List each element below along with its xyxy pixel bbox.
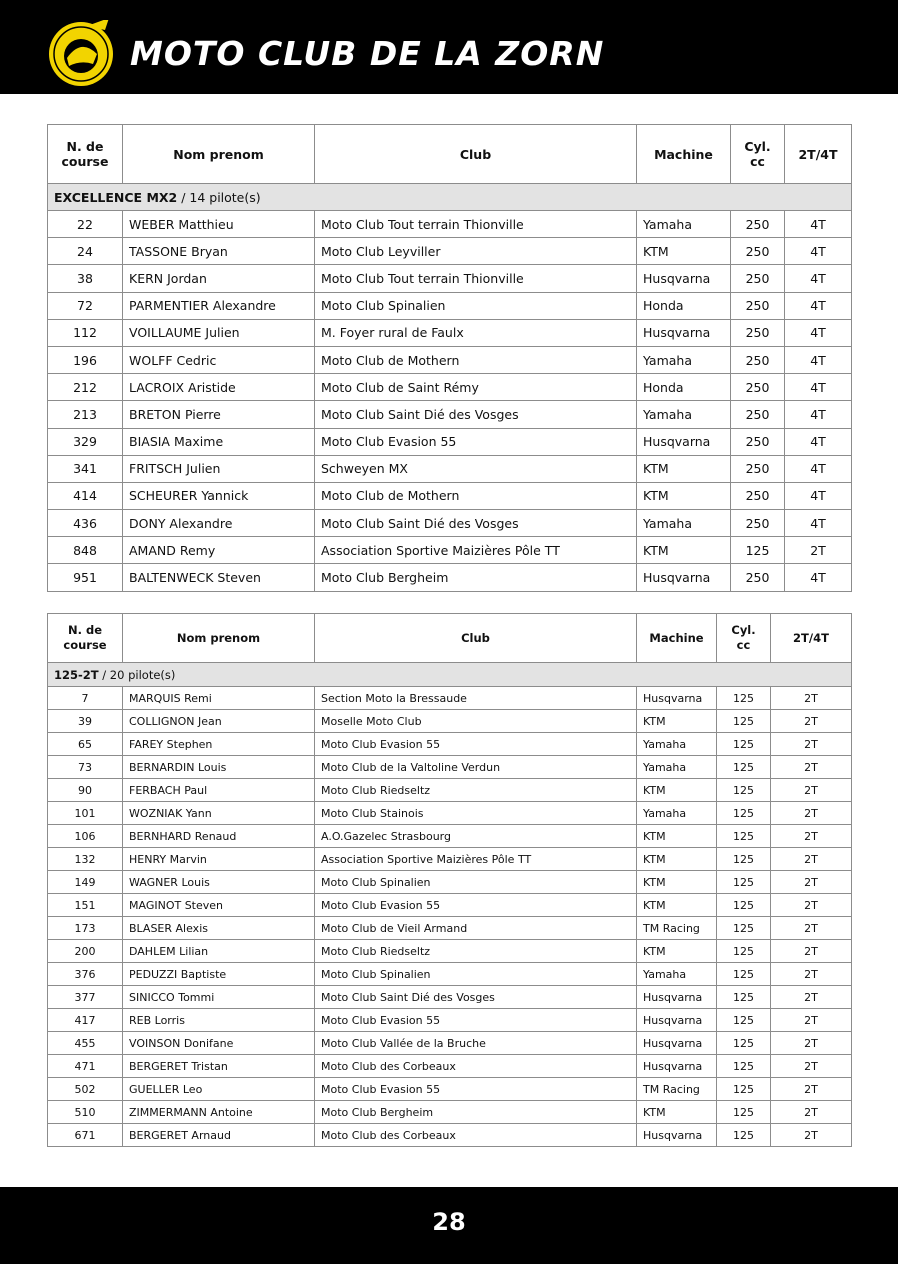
machine-cell: KTM xyxy=(637,482,731,509)
stroke-type-cell: 2T xyxy=(771,940,852,963)
race-number-cell: 173 xyxy=(48,917,123,940)
club-name-cell: Moto Club Spinalien xyxy=(315,292,637,319)
displacement-cell: 250 xyxy=(731,319,785,346)
stroke-type-cell: 2T xyxy=(771,894,852,917)
machine-cell: Honda xyxy=(637,374,731,401)
machine-cell: Yamaha xyxy=(637,756,717,779)
displacement-cell: 250 xyxy=(731,346,785,373)
table-row xyxy=(48,211,852,238)
table-row xyxy=(48,265,852,292)
club-name-cell: Association Sportive Maizières Pôle TT xyxy=(315,848,637,871)
displacement-cell: 125 xyxy=(717,802,771,825)
machine-cell: Husqvarna xyxy=(637,564,731,591)
displacement-cell: 125 xyxy=(717,940,771,963)
rider-name-cell: BALTENWECK Steven xyxy=(123,564,315,591)
race-number-cell: 72 xyxy=(48,292,123,319)
col-header-name: Nom prenom xyxy=(123,614,315,663)
col-header-cyl: Cyl. cc xyxy=(731,125,785,184)
stroke-type-cell: 4T xyxy=(785,292,852,319)
machine-cell: Yamaha xyxy=(637,963,717,986)
race-number-cell: 376 xyxy=(48,963,123,986)
displacement-cell: 250 xyxy=(731,428,785,455)
stroke-type-cell: 2T xyxy=(771,963,852,986)
table-row xyxy=(48,346,852,373)
table-header-row xyxy=(48,614,852,663)
category-count: / 14 pilote(s) xyxy=(177,189,261,205)
rider-name-cell: BIASIA Maxime xyxy=(123,428,315,455)
race-number-cell: 455 xyxy=(48,1032,123,1055)
club-name-cell: Moto Club Evasion 55 xyxy=(315,894,637,917)
rider-name-cell: VOINSON Donifane xyxy=(123,1032,315,1055)
table-row xyxy=(48,238,852,265)
rider-name-cell: PEDUZZI Baptiste xyxy=(123,963,315,986)
race-number-cell: 671 xyxy=(48,1124,123,1147)
stroke-type-cell: 4T xyxy=(785,346,852,373)
stroke-type-cell: 4T xyxy=(785,401,852,428)
club-name-cell: Moto Club Bergheim xyxy=(315,1101,637,1124)
club-name-cell: Moto Club Evasion 55 xyxy=(315,1078,637,1101)
displacement-cell: 125 xyxy=(717,756,771,779)
rider-name-cell: WAGNER Louis xyxy=(123,871,315,894)
displacement-cell: 125 xyxy=(717,1055,771,1078)
rider-name-cell: ZIMMERMANN Antoine xyxy=(123,1101,315,1124)
club-name-cell: Schweyen MX xyxy=(315,455,637,482)
stroke-type-cell: 2T xyxy=(771,779,852,802)
club-name-cell: Association Sportive Maizières Pôle TT xyxy=(315,537,637,564)
table-row xyxy=(48,1078,852,1101)
machine-cell: Husqvarna xyxy=(637,265,731,292)
col-header-stroke: 2T/4T xyxy=(771,614,852,663)
club-name-cell: Moto Club Evasion 55 xyxy=(315,428,637,455)
race-number-cell: 149 xyxy=(48,871,123,894)
displacement-cell: 125 xyxy=(717,917,771,940)
club-name-cell: Moto Club Vallée de la Bruche xyxy=(315,1032,637,1055)
machine-cell: Yamaha xyxy=(637,510,731,537)
displacement-cell: 125 xyxy=(717,1032,771,1055)
displacement-cell: 125 xyxy=(717,1078,771,1101)
club-name-cell: Moto Club Stainois xyxy=(315,802,637,825)
table-row xyxy=(48,374,852,401)
col-header-machine: Machine xyxy=(637,125,731,184)
race-number-cell: 151 xyxy=(48,894,123,917)
stroke-type-cell: 4T xyxy=(785,428,852,455)
club-name-cell: Moto Club de Mothern xyxy=(315,482,637,509)
race-number-cell: 112 xyxy=(48,319,123,346)
machine-cell: TM Racing xyxy=(637,1078,717,1101)
club-name-cell: Moto Club de Mothern xyxy=(315,346,637,373)
race-number-cell: 471 xyxy=(48,1055,123,1078)
category-name: 125-2T xyxy=(54,667,99,682)
displacement-cell: 250 xyxy=(731,510,785,537)
table-row xyxy=(48,825,852,848)
table-row xyxy=(48,1124,852,1147)
col-header-num: N. de course xyxy=(48,125,123,184)
table-row xyxy=(48,401,852,428)
table-row xyxy=(48,871,852,894)
stroke-type-cell: 2T xyxy=(771,1032,852,1055)
displacement-cell: 125 xyxy=(717,1124,771,1147)
race-number-cell: 38 xyxy=(48,265,123,292)
race-number-cell: 212 xyxy=(48,374,123,401)
stroke-type-cell: 4T xyxy=(785,482,852,509)
table-row xyxy=(48,482,852,509)
stroke-type-cell: 2T xyxy=(771,1101,852,1124)
race-number-cell: 73 xyxy=(48,756,123,779)
machine-cell: KTM xyxy=(637,848,717,871)
page-title: MOTO CLUB DE LA ZORN xyxy=(130,34,605,73)
displacement-cell: 125 xyxy=(717,871,771,894)
table-row xyxy=(48,779,852,802)
displacement-cell: 125 xyxy=(731,537,785,564)
table-row xyxy=(48,564,852,591)
displacement-cell: 250 xyxy=(731,374,785,401)
table-row xyxy=(48,940,852,963)
rider-name-cell: DONY Alexandre xyxy=(123,510,315,537)
table-row xyxy=(48,963,852,986)
rider-name-cell: VOILLAUME Julien xyxy=(123,319,315,346)
table-row xyxy=(48,848,852,871)
machine-cell: Honda xyxy=(637,292,731,319)
displacement-cell: 250 xyxy=(731,455,785,482)
club-name-cell: Moto Club de Saint Rémy xyxy=(315,374,637,401)
rider-name-cell: SINICCO Tommi xyxy=(123,986,315,1009)
machine-cell: TM Racing xyxy=(637,917,717,940)
rider-name-cell: BERNARDIN Louis xyxy=(123,756,315,779)
rider-name-cell: MAGINOT Steven xyxy=(123,894,315,917)
page-footer xyxy=(0,1187,898,1264)
stroke-type-cell: 4T xyxy=(785,564,852,591)
displacement-cell: 125 xyxy=(717,848,771,871)
race-number-cell: 22 xyxy=(48,211,123,238)
rider-name-cell: WEBER Matthieu xyxy=(123,211,315,238)
race-number-cell: 417 xyxy=(48,1009,123,1032)
race-number-cell: 213 xyxy=(48,401,123,428)
category-count: / 20 pilote(s) xyxy=(98,667,176,682)
category-name: EXCELLENCE MX2 xyxy=(54,189,178,205)
stroke-type-cell: 4T xyxy=(785,238,852,265)
machine-cell: KTM xyxy=(637,825,717,848)
stroke-type-cell: 4T xyxy=(785,455,852,482)
race-number-cell: 39 xyxy=(48,710,123,733)
club-name-cell: Moto Club Tout terrain Thionville xyxy=(315,265,637,292)
col-header-club: Club xyxy=(315,614,637,663)
machine-cell: Yamaha xyxy=(637,802,717,825)
rider-name-cell: BERGERET Tristan xyxy=(123,1055,315,1078)
rider-name-cell: AMAND Remy xyxy=(123,537,315,564)
displacement-cell: 125 xyxy=(717,779,771,802)
stroke-type-cell: 2T xyxy=(771,1078,852,1101)
stroke-type-cell: 2T xyxy=(771,1124,852,1147)
stroke-type-cell: 2T xyxy=(771,848,852,871)
rider-name-cell: BERNHARD Renaud xyxy=(123,825,315,848)
rider-name-cell: FERBACH Paul xyxy=(123,779,315,802)
rider-name-cell: TASSONE Bryan xyxy=(123,238,315,265)
race-number-cell: 101 xyxy=(48,802,123,825)
rider-name-cell: REB Lorris xyxy=(123,1009,315,1032)
stroke-type-cell: 2T xyxy=(771,756,852,779)
club-name-cell: Moto Club de la Valtoline Verdun xyxy=(315,756,637,779)
table-row xyxy=(48,687,852,710)
displacement-cell: 250 xyxy=(731,401,785,428)
rider-name-cell: WOLFF Cedric xyxy=(123,346,315,373)
race-number-cell: 341 xyxy=(48,455,123,482)
displacement-cell: 125 xyxy=(717,733,771,756)
col-header-num: N. de course xyxy=(48,614,123,663)
machine-cell: Husqvarna xyxy=(637,319,731,346)
table-row xyxy=(48,319,852,346)
stroke-type-cell: 2T xyxy=(771,1009,852,1032)
displacement-cell: 250 xyxy=(731,292,785,319)
club-name-cell: Moto Club Saint Dié des Vosges xyxy=(315,986,637,1009)
rider-name-cell: COLLIGNON Jean xyxy=(123,710,315,733)
club-name-cell: Moto Club Tout terrain Thionville xyxy=(315,211,637,238)
displacement-cell: 125 xyxy=(717,963,771,986)
race-number-cell: 848 xyxy=(48,537,123,564)
category-row xyxy=(48,184,852,211)
stroke-type-cell: 2T xyxy=(771,710,852,733)
machine-cell: KTM xyxy=(637,238,731,265)
displacement-cell: 125 xyxy=(717,710,771,733)
club-name-cell: M. Foyer rural de Faulx xyxy=(315,319,637,346)
club-name-cell: Moto Club Saint Dié des Vosges xyxy=(315,401,637,428)
displacement-cell: 250 xyxy=(731,238,785,265)
club-name-cell: Moto Club Spinalien xyxy=(315,871,637,894)
club-name-cell: Moto Club de Vieil Armand xyxy=(315,917,637,940)
stroke-type-cell: 2T xyxy=(771,986,852,1009)
race-number-cell: 7 xyxy=(48,687,123,710)
table-row xyxy=(48,894,852,917)
rider-name-cell: FAREY Stephen xyxy=(123,733,315,756)
machine-cell: Husqvarna xyxy=(637,986,717,1009)
club-name-cell: Moto Club Riedseltz xyxy=(315,940,637,963)
race-number-cell: 65 xyxy=(48,733,123,756)
club-name-cell: A.O.Gazelec Strasbourg xyxy=(315,825,637,848)
table-row xyxy=(48,537,852,564)
entry-table-excellence-mx2 xyxy=(47,124,852,592)
rider-name-cell: BRETON Pierre xyxy=(123,401,315,428)
machine-cell: Yamaha xyxy=(637,211,731,238)
table-row xyxy=(48,710,852,733)
table-row xyxy=(48,455,852,482)
col-header-cyl: Cyl. cc xyxy=(717,614,771,663)
race-number-cell: 329 xyxy=(48,428,123,455)
machine-cell: Husqvarna xyxy=(637,1009,717,1032)
machine-cell: Husqvarna xyxy=(637,1055,717,1078)
displacement-cell: 250 xyxy=(731,211,785,238)
rider-name-cell: BERGERET Arnaud xyxy=(123,1124,315,1147)
col-header-stroke: 2T/4T xyxy=(785,125,852,184)
displacement-cell: 125 xyxy=(717,825,771,848)
rider-name-cell: KERN Jordan xyxy=(123,265,315,292)
rider-name-cell: FRITSCH Julien xyxy=(123,455,315,482)
displacement-cell: 250 xyxy=(731,265,785,292)
race-number-cell: 90 xyxy=(48,779,123,802)
club-name-cell: Moto Club Riedseltz xyxy=(315,779,637,802)
page-number: 28 xyxy=(432,1208,466,1236)
rider-name-cell: DAHLEM Lilian xyxy=(123,940,315,963)
club-name-cell: Moto Club Evasion 55 xyxy=(315,733,637,756)
table-row xyxy=(48,756,852,779)
machine-cell: Yamaha xyxy=(637,346,731,373)
race-number-cell: 502 xyxy=(48,1078,123,1101)
rider-name-cell: BLASER Alexis xyxy=(123,917,315,940)
table-row xyxy=(48,510,852,537)
table-row xyxy=(48,733,852,756)
race-number-cell: 106 xyxy=(48,825,123,848)
race-number-cell: 414 xyxy=(48,482,123,509)
stroke-type-cell: 2T xyxy=(771,733,852,756)
club-name-cell: Moto Club des Corbeaux xyxy=(315,1124,637,1147)
rider-name-cell: PARMENTIER Alexandre xyxy=(123,292,315,319)
race-number-cell: 436 xyxy=(48,510,123,537)
table-header-row xyxy=(48,125,852,184)
race-number-cell: 377 xyxy=(48,986,123,1009)
rider-name-cell: MARQUIS Remi xyxy=(123,687,315,710)
stroke-type-cell: 2T xyxy=(771,687,852,710)
displacement-cell: 125 xyxy=(717,1101,771,1124)
rider-name-cell: GUELLER Leo xyxy=(123,1078,315,1101)
displacement-cell: 250 xyxy=(731,564,785,591)
table-row xyxy=(48,428,852,455)
col-header-club: Club xyxy=(315,125,637,184)
race-number-cell: 200 xyxy=(48,940,123,963)
club-name-cell: Moto Club Spinalien xyxy=(315,963,637,986)
table-row xyxy=(48,1032,852,1055)
machine-cell: KTM xyxy=(637,710,717,733)
displacement-cell: 125 xyxy=(717,894,771,917)
page-header xyxy=(0,0,898,94)
rider-name-cell: WOZNIAK Yann xyxy=(123,802,315,825)
table-row xyxy=(48,917,852,940)
club-name-cell: Moselle Moto Club xyxy=(315,710,637,733)
club-name-cell: Moto Club Evasion 55 xyxy=(315,1009,637,1032)
machine-cell: KTM xyxy=(637,455,731,482)
table-row xyxy=(48,986,852,1009)
col-header-machine: Machine xyxy=(637,614,717,663)
club-name-cell: Section Moto la Bressaude xyxy=(315,687,637,710)
club-name-cell: Moto Club Bergheim xyxy=(315,564,637,591)
col-header-name: Nom prenom xyxy=(123,125,315,184)
table-row xyxy=(48,1055,852,1078)
machine-cell: KTM xyxy=(637,537,731,564)
stroke-type-cell: 2T xyxy=(771,825,852,848)
machine-cell: Husqvarna xyxy=(637,1032,717,1055)
table-row xyxy=(48,1101,852,1124)
machine-cell: KTM xyxy=(637,940,717,963)
machine-cell: Yamaha xyxy=(637,401,731,428)
table-row xyxy=(48,802,852,825)
table-row xyxy=(48,1009,852,1032)
machine-cell: KTM xyxy=(637,894,717,917)
stroke-type-cell: 2T xyxy=(771,917,852,940)
rider-name-cell: HENRY Marvin xyxy=(123,848,315,871)
displacement-cell: 250 xyxy=(731,482,785,509)
race-number-cell: 132 xyxy=(48,848,123,871)
displacement-cell: 125 xyxy=(717,687,771,710)
club-name-cell: Moto Club des Corbeaux xyxy=(315,1055,637,1078)
machine-cell: Husqvarna xyxy=(637,1124,717,1147)
category-row xyxy=(48,663,852,687)
table-body xyxy=(48,184,852,592)
displacement-cell: 125 xyxy=(717,986,771,1009)
machine-cell: KTM xyxy=(637,1101,717,1124)
rider-name-cell: SCHEURER Yannick xyxy=(123,482,315,509)
rider-name-cell: LACROIX Aristide xyxy=(123,374,315,401)
entry-table-125-2t xyxy=(47,613,852,1147)
stroke-type-cell: 4T xyxy=(785,319,852,346)
machine-cell: Husqvarna xyxy=(637,687,717,710)
club-logo-icon xyxy=(47,20,115,88)
table-row xyxy=(48,292,852,319)
stroke-type-cell: 4T xyxy=(785,265,852,292)
stroke-type-cell: 4T xyxy=(785,510,852,537)
race-number-cell: 196 xyxy=(48,346,123,373)
stroke-type-cell: 2T xyxy=(771,802,852,825)
table-body xyxy=(48,663,852,1147)
race-number-cell: 951 xyxy=(48,564,123,591)
stroke-type-cell: 2T xyxy=(771,1055,852,1078)
machine-cell: KTM xyxy=(637,779,717,802)
club-name-cell: Moto Club Saint Dié des Vosges xyxy=(315,510,637,537)
stroke-type-cell: 2T xyxy=(771,871,852,894)
race-number-cell: 24 xyxy=(48,238,123,265)
stroke-type-cell: 4T xyxy=(785,374,852,401)
machine-cell: Yamaha xyxy=(637,733,717,756)
displacement-cell: 125 xyxy=(717,1009,771,1032)
stroke-type-cell: 4T xyxy=(785,211,852,238)
machine-cell: KTM xyxy=(637,871,717,894)
stroke-type-cell: 2T xyxy=(785,537,852,564)
machine-cell: Husqvarna xyxy=(637,428,731,455)
race-number-cell: 510 xyxy=(48,1101,123,1124)
club-name-cell: Moto Club Leyviller xyxy=(315,238,637,265)
